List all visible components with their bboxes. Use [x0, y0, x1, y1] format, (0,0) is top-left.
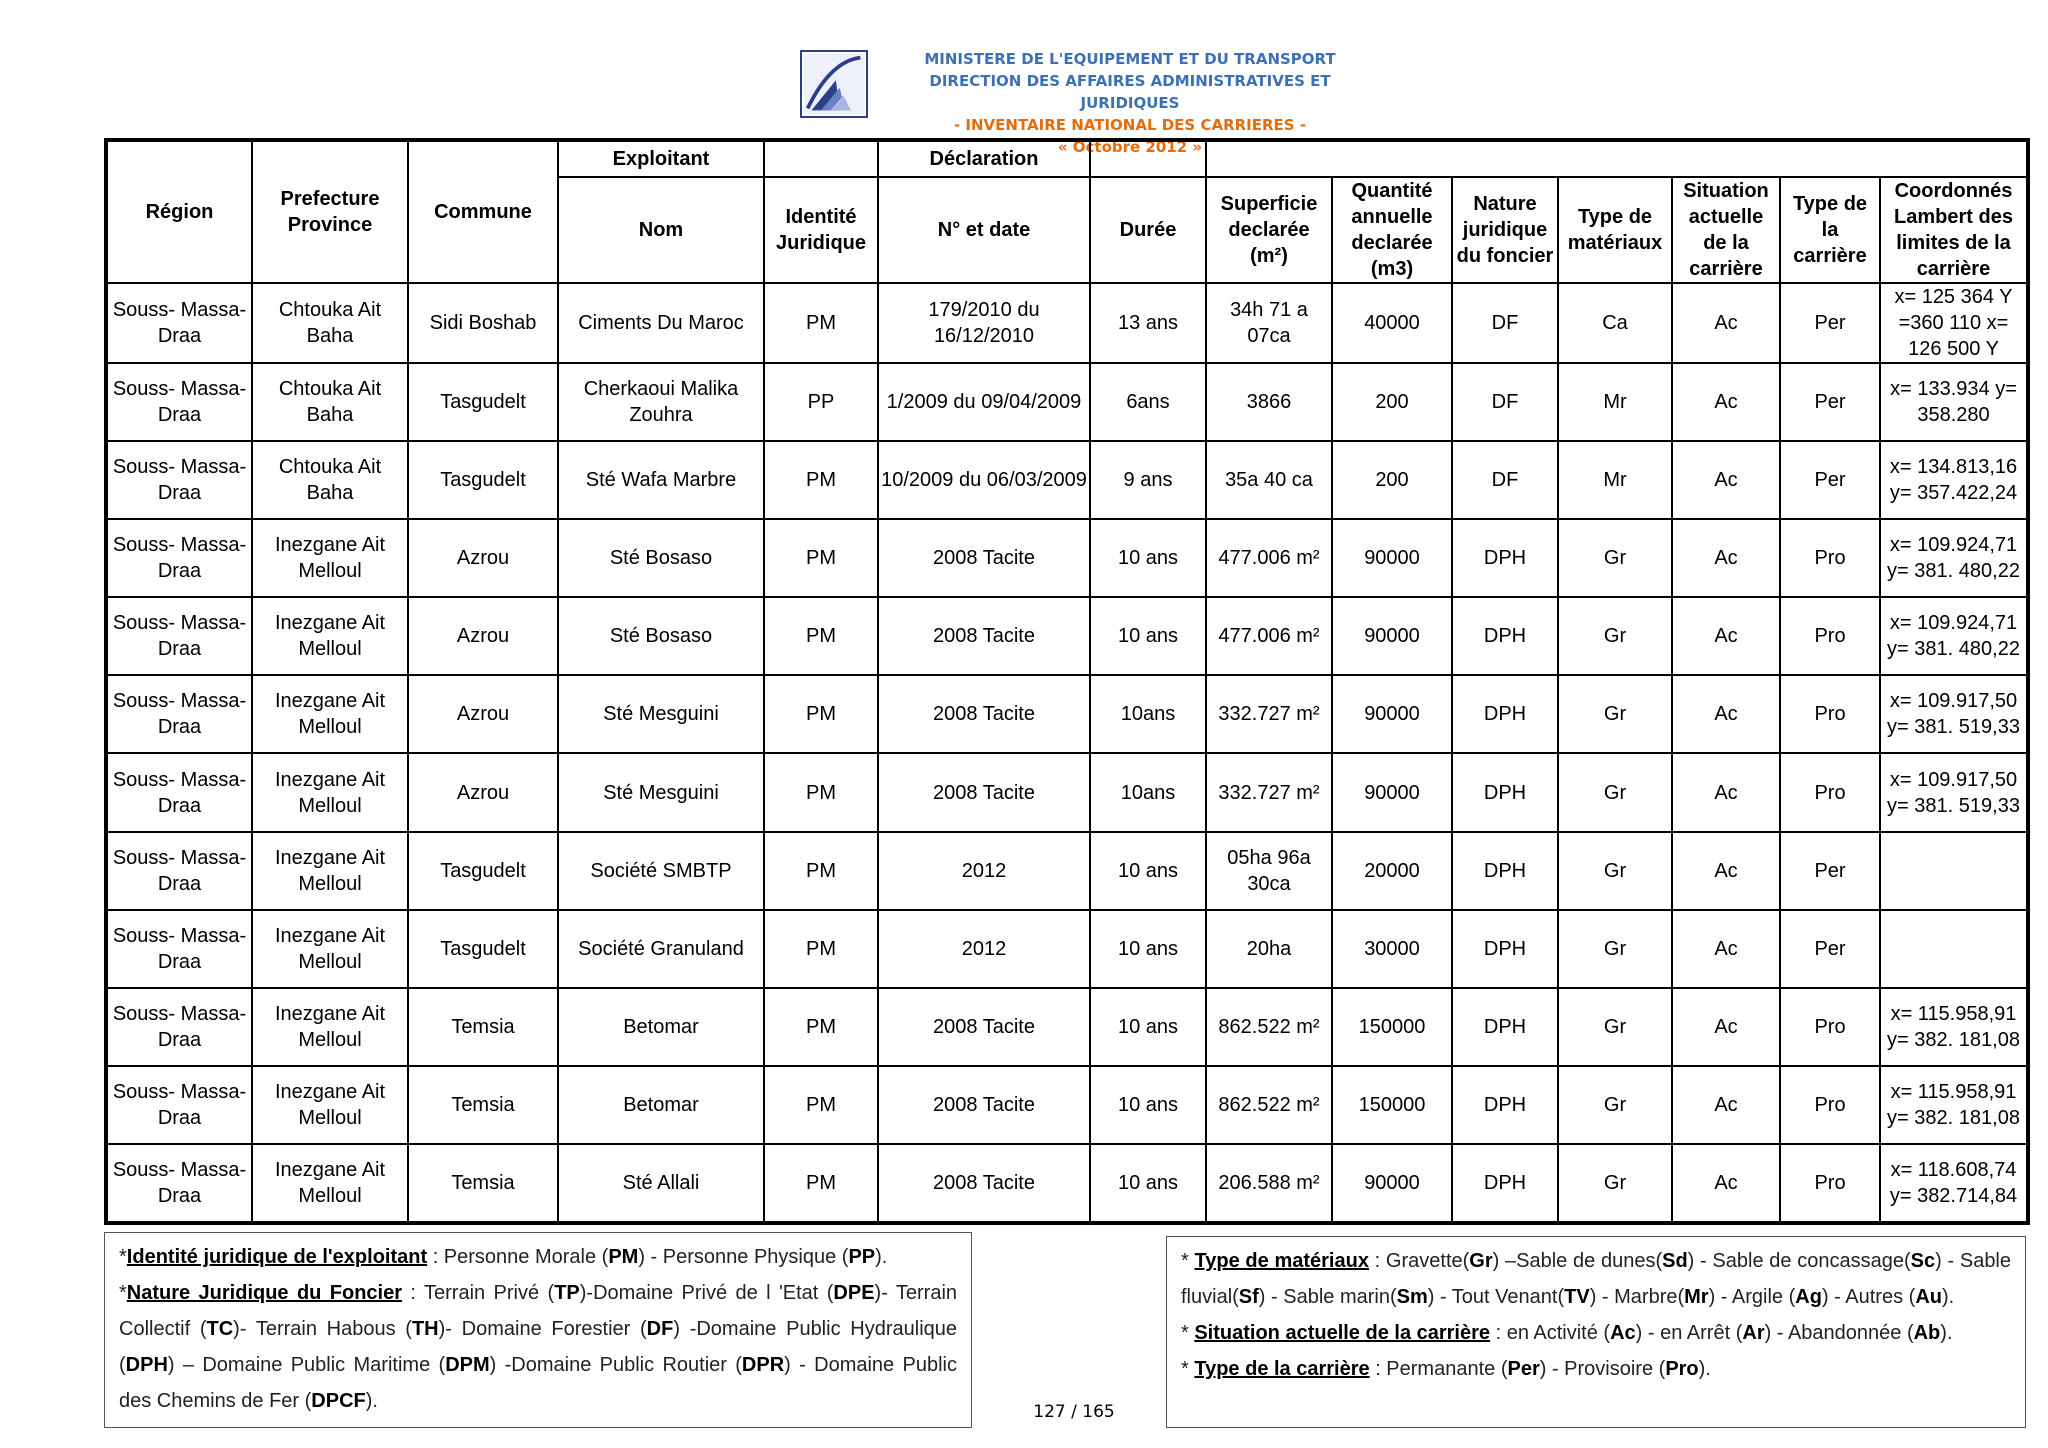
table-row — [106, 988, 2028, 1066]
cell-quantite: 90000 — [1332, 597, 1452, 675]
cell-duree: 10 ans — [1090, 519, 1206, 597]
group-header-row — [106, 140, 2028, 177]
table-row — [106, 283, 2028, 363]
cell-superficie: 332.727 m² — [1206, 753, 1332, 831]
cell-duree: 10ans — [1090, 675, 1206, 753]
cell-quantite: 30000 — [1332, 910, 1452, 988]
cell-situation: Ac — [1672, 910, 1780, 988]
cell-nom: Ciments Du Maroc — [558, 283, 764, 363]
col-situation: Situation actuelle de la carrière — [1672, 177, 1780, 283]
cell-situation: Ac — [1672, 832, 1780, 910]
cell-nom: Cherkaoui Malika Zouhra — [558, 363, 764, 441]
legend-type-label: Type de la carrière — [1194, 1358, 1370, 1380]
cell-superficie: 05ha 96a 30ca — [1206, 832, 1332, 910]
cell-situation: Ac — [1672, 441, 1780, 519]
cell-superficie: 477.006 m² — [1206, 597, 1332, 675]
cell-numero-date: 2008 Tacite — [878, 1066, 1090, 1144]
cell-region: Souss- Massa-Draa — [106, 832, 252, 910]
legend-text: ). — [365, 1390, 378, 1412]
legend-code: Sd — [1662, 1250, 1688, 1272]
cell-type-carriere: Pro — [1780, 753, 1880, 831]
cell-superficie: 35a 40 ca — [1206, 441, 1332, 519]
cell-identite: PM — [764, 832, 878, 910]
cell-identite: PM — [764, 1066, 878, 1144]
cell-quantite: 40000 — [1332, 283, 1452, 363]
table-row — [106, 675, 2028, 753]
col-prefecture: Prefecture Province — [252, 140, 408, 283]
legend-text: ) - Sable fluvial( — [1181, 1250, 2012, 1308]
cell-duree: 10 ans — [1090, 1144, 1206, 1223]
cell-nature: DPH — [1452, 832, 1558, 910]
legend-text: ). — [1941, 1286, 1955, 1308]
cell-nom: Sté Wafa Marbre — [558, 441, 764, 519]
legend-code: Au — [1915, 1286, 1942, 1308]
cell-prefecture: Inezgane Ait Melloul — [252, 1066, 408, 1144]
cell-type-materiaux: Gr — [1558, 832, 1672, 910]
cell-type-carriere: Pro — [1780, 988, 1880, 1066]
cell-type-carriere: Per — [1780, 283, 1880, 363]
cell-commune: Azrou — [408, 675, 558, 753]
cell-situation: Ac — [1672, 1144, 1780, 1223]
cell-identite: PM — [764, 1144, 878, 1223]
col-commune: Commune — [408, 140, 558, 283]
legend-code: Gr — [1469, 1250, 1493, 1272]
cell-commune: Temsia — [408, 1144, 558, 1223]
cell-nature: DPH — [1452, 753, 1558, 831]
cell-quantite: 90000 — [1332, 1144, 1452, 1223]
legend-code: Sf — [1238, 1286, 1259, 1308]
legend-code: PM — [608, 1246, 639, 1268]
cell-nature: DPH — [1452, 1144, 1558, 1223]
legend-materiaux-situation-type — [1166, 1236, 2026, 1428]
cell-type-carriere: Pro — [1780, 675, 1880, 753]
cell-commune: Tasgudelt — [408, 832, 558, 910]
cell-identite: PM — [764, 753, 878, 831]
cell-duree: 10 ans — [1090, 1066, 1206, 1144]
cell-nom: Société Granuland — [558, 910, 764, 988]
carrieres-table — [104, 138, 2030, 1225]
cell-superficie: 862.522 m² — [1206, 988, 1332, 1066]
cell-commune: Azrou — [408, 753, 558, 831]
cell-duree: 10 ans — [1090, 597, 1206, 675]
legend-text: ). — [875, 1246, 888, 1268]
cell-nom: Betomar — [558, 1066, 764, 1144]
legend-text: ) -Domaine Public Routier ( — [489, 1354, 742, 1376]
cell-nom: Betomar — [558, 988, 764, 1066]
cell-situation: Ac — [1672, 283, 1780, 363]
cell-nature: DPH — [1452, 519, 1558, 597]
table-body — [106, 283, 2028, 1223]
direction-title: DIRECTION DES AFFAIRES ADMINISTRATIVES ET JURIDIQUES — [929, 72, 1331, 112]
legend-code: DPR — [741, 1354, 785, 1376]
cell-superficie: 3866 — [1206, 363, 1332, 441]
cell-prefecture: Inezgane Ait Melloul — [252, 675, 408, 753]
legend-code: Ag — [1795, 1286, 1822, 1308]
legend-nature: *Nature Juridique du Foncier : Terrain Privé (TP)-Domaine Privé de l 'Etat (DPE)- Terrain Collectif (TC)- Terrain Habous (TH)- Domaine Forestier (DF) -Domaine Public Hydraulique (DPH) – Domaine Public Maritime (DPM) -Domaine Public Routier (DPR) - Domaine Public des Chemins de Fer (DPCF). — [119, 1282, 958, 1412]
legend-text: ) - Autres ( — [1821, 1286, 1916, 1308]
cell-superficie: 332.727 m² — [1206, 675, 1332, 753]
cell-quantite: 150000 — [1332, 1066, 1452, 1144]
legend-identite-nature — [104, 1232, 972, 1428]
cell-coordonnees: x= 115.958,91 y= 382. 181,08 — [1880, 988, 2028, 1066]
cell-superficie: 862.522 m² — [1206, 1066, 1332, 1144]
ministry-logo-icon — [800, 50, 868, 118]
table-row — [106, 597, 2028, 675]
legend-text: ) - Provisoire ( — [1539, 1358, 1666, 1380]
group-blank-2 — [1090, 140, 1206, 177]
cell-numero-date: 2008 Tacite — [878, 597, 1090, 675]
cell-identite: PM — [764, 988, 878, 1066]
cell-identite: PM — [764, 597, 878, 675]
table-row — [106, 441, 2028, 519]
legend-situation-label: Situation actuelle de la carrière — [1194, 1322, 1491, 1344]
legend-code: DF — [646, 1318, 674, 1340]
cell-situation: Ac — [1672, 753, 1780, 831]
cell-commune: Tasgudelt — [408, 441, 558, 519]
cell-nature: DF — [1452, 363, 1558, 441]
cell-type-carriere: Pro — [1780, 597, 1880, 675]
cell-nature: DPH — [1452, 988, 1558, 1066]
legend-code: Per — [1507, 1358, 1540, 1380]
legend-text: ) - Abandonnée ( — [1764, 1322, 1914, 1344]
cell-type-carriere: Pro — [1780, 1144, 1880, 1223]
cell-quantite: 150000 — [1332, 988, 1452, 1066]
cell-nature: DPH — [1452, 910, 1558, 988]
legend-code: TV — [1564, 1286, 1590, 1308]
cell-numero-date: 2008 Tacite — [878, 753, 1090, 831]
cell-type-carriere: Pro — [1780, 519, 1880, 597]
cell-nom: Sté Bosaso — [558, 519, 764, 597]
legend-code: Ac — [1610, 1322, 1636, 1344]
cell-identite: PM — [764, 519, 878, 597]
cell-situation: Ac — [1672, 675, 1780, 753]
cell-coordonnees: x= 134.813,16 y= 357.422,24 — [1880, 441, 2028, 519]
legend-text: ) - Domaine Public des Chemins de Fer ( — [119, 1354, 957, 1412]
legend-code: Pro — [1665, 1358, 1699, 1380]
cell-prefecture: Inezgane Ait Melloul — [252, 832, 408, 910]
cell-type-materiaux: Mr — [1558, 441, 1672, 519]
cell-prefecture: Inezgane Ait Melloul — [252, 597, 408, 675]
col-type-materiaux: Type de matériaux — [1558, 177, 1672, 283]
cell-numero-date: 2008 Tacite — [878, 675, 1090, 753]
document-header — [800, 48, 1360, 156]
cell-coordonnees — [1880, 832, 2028, 910]
cell-identite: PM — [764, 441, 878, 519]
legend-text: : Permanante ( — [1369, 1358, 1508, 1380]
legend-code: Sm — [1396, 1286, 1428, 1308]
cell-region: Souss- Massa-Draa — [106, 988, 252, 1066]
cell-situation: Ac — [1672, 519, 1780, 597]
col-type-carriere: Type de la carrière — [1780, 177, 1880, 283]
cell-nom: Société SMBTP — [558, 832, 764, 910]
legend-text: : Terrain Privé ( — [402, 1282, 555, 1304]
legend-text: )- Domaine Forestier ( — [438, 1318, 647, 1340]
cell-type-materiaux: Gr — [1558, 753, 1672, 831]
cell-nature: DPH — [1452, 597, 1558, 675]
cell-duree: 10ans — [1090, 753, 1206, 831]
cell-nom: Sté Bosaso — [558, 597, 764, 675]
legend-text: ). — [1698, 1358, 1711, 1380]
table-row — [106, 1066, 2028, 1144]
cell-type-carriere: Pro — [1780, 1066, 1880, 1144]
col-nature: Nature juridique du foncier — [1452, 177, 1558, 283]
cell-identite: PM — [764, 675, 878, 753]
cell-commune: Tasgudelt — [408, 910, 558, 988]
legend-materiaux-label: Type de matériaux — [1194, 1250, 1369, 1272]
cell-region: Souss- Massa-Draa — [106, 1066, 252, 1144]
cell-duree: 10 ans — [1090, 988, 1206, 1066]
legend-code: Mr — [1684, 1286, 1709, 1308]
cell-prefecture: Chtouka Ait Baha — [252, 441, 408, 519]
cell-region: Souss- Massa-Draa — [106, 753, 252, 831]
col-region: Région — [106, 140, 252, 283]
cell-nom: Sté Mesguini — [558, 675, 764, 753]
document-date: « Octobre 2012 » — [1057, 138, 1203, 156]
cell-type-materiaux: Gr — [1558, 519, 1672, 597]
cell-quantite: 200 — [1332, 363, 1452, 441]
cell-coordonnees: x= 109.917,50 y= 381. 519,33 — [1880, 753, 2028, 831]
col-coordonnees: Coordonnés Lambert des limites de la carrière — [1880, 177, 2028, 283]
cell-coordonnees: x= 109.924,71 y= 381. 480,22 — [1880, 519, 2028, 597]
cell-superficie: 20ha — [1206, 910, 1332, 988]
legend-text: ) – Domaine Public Maritime ( — [167, 1354, 446, 1376]
cell-nature: DPH — [1452, 675, 1558, 753]
cell-duree: 10 ans — [1090, 832, 1206, 910]
cell-type-materiaux: Ca — [1558, 283, 1672, 363]
cell-quantite: 20000 — [1332, 832, 1452, 910]
group-blank-1 — [764, 140, 878, 177]
cell-numero-date: 179/2010 du 16/12/2010 — [878, 283, 1090, 363]
legend-identite-label: Identité juridique de l'exploitant — [126, 1246, 428, 1268]
legend-code: Ab — [1913, 1322, 1941, 1344]
legend-nature-label: Nature Juridique du Foncier — [126, 1282, 403, 1304]
group-blank-3 — [1206, 140, 2028, 177]
cell-commune: Tasgudelt — [408, 363, 558, 441]
cell-superficie: 477.006 m² — [1206, 519, 1332, 597]
cell-type-carriere: Per — [1780, 441, 1880, 519]
cell-superficie: 34h 71 a 07ca — [1206, 283, 1332, 363]
cell-numero-date: 2012 — [878, 832, 1090, 910]
cell-region: Souss- Massa-Draa — [106, 519, 252, 597]
legend-code: Ar — [1742, 1322, 1765, 1344]
legend-code: TC — [206, 1318, 234, 1340]
cell-type-carriere: Per — [1780, 363, 1880, 441]
cell-quantite: 200 — [1332, 441, 1452, 519]
cell-prefecture: Chtouka Ait Baha — [252, 283, 408, 363]
legend-code: DPE — [833, 1282, 875, 1304]
legend-materiaux: * Type de matériaux : Gravette(Gr) –Sable de dunes(Sd) - Sable de concassage(Sc) - Sable fluvial(Sf) - Sable marin(Sm) - Tout Venant(TV) - Marbre(Mr) - Argile (Ag) - Autres (Au). — [1181, 1250, 2012, 1308]
legend-code: DPM — [445, 1354, 490, 1376]
cell-commune: Temsia — [408, 1066, 558, 1144]
cell-superficie: 206.588 m² — [1206, 1144, 1332, 1223]
cell-type-materiaux: Mr — [1558, 363, 1672, 441]
legend-text: ) –Sable de dunes( — [1492, 1250, 1663, 1272]
cell-numero-date: 2008 Tacite — [878, 988, 1090, 1066]
cell-type-carriere: Per — [1780, 910, 1880, 988]
legend-text: ) - Tout Venant( — [1427, 1286, 1565, 1308]
legend-situation: * Situation actuelle de la carrière : en Activité (Ac) - en Arrêt (Ar) - Abandonnée (Ab). — [1181, 1322, 1953, 1344]
legend-type-carriere: * Type de la carrière : Permanante (Per) - Provisoire (Pro). — [1181, 1358, 1711, 1380]
cell-numero-date: 10/2009 du 06/03/2009 — [878, 441, 1090, 519]
legend-text: )-Domaine Privé de l 'Etat ( — [579, 1282, 834, 1304]
cell-nature: DF — [1452, 283, 1558, 363]
legend-text: : Gravette( — [1368, 1250, 1470, 1272]
cell-identite: PM — [764, 283, 878, 363]
legend-text: )- Terrain Collectif ( — [119, 1282, 958, 1340]
cell-situation: Ac — [1672, 988, 1780, 1066]
legend-text: ) - Sable de concassage( — [1687, 1250, 1911, 1272]
col-superficie: Superficie declarée (m²) — [1206, 177, 1332, 283]
page-number: 127 / 165 — [1033, 1402, 1115, 1422]
cell-identite: PM — [764, 910, 878, 988]
cell-type-materiaux: Gr — [1558, 988, 1672, 1066]
cell-duree: 13 ans — [1090, 283, 1206, 363]
cell-coordonnees: x= 118.608,74 y= 382.714,84 — [1880, 1144, 2028, 1223]
legend-code: Sc — [1910, 1250, 1936, 1272]
cell-prefecture: Inezgane Ait Melloul — [252, 910, 408, 988]
table-row — [106, 519, 2028, 597]
legend-text: ) - en Arrêt ( — [1635, 1322, 1743, 1344]
cell-nature: DF — [1452, 441, 1558, 519]
table-row — [106, 363, 2028, 441]
cell-type-materiaux: Gr — [1558, 1144, 1672, 1223]
cell-commune: Temsia — [408, 988, 558, 1066]
cell-numero-date: 2008 Tacite — [878, 1144, 1090, 1223]
cell-quantite: 90000 — [1332, 675, 1452, 753]
col-quantite: Quantité annuelle declarée (m3) — [1332, 177, 1452, 283]
cell-prefecture: Inezgane Ait Melloul — [252, 988, 408, 1066]
cell-nature: DPH — [1452, 1066, 1558, 1144]
cell-coordonnees: x= 115.958,91 y= 382. 181,08 — [1880, 1066, 2028, 1144]
cell-region: Souss- Massa-Draa — [106, 1144, 252, 1223]
legend-text: ). — [1940, 1322, 1953, 1344]
legend-text: )- Terrain Habous ( — [233, 1318, 412, 1340]
cell-commune: Azrou — [408, 597, 558, 675]
cell-commune: Sidi Boshab — [408, 283, 558, 363]
cell-commune: Azrou — [408, 519, 558, 597]
col-numero-date: N° et date — [878, 177, 1090, 283]
group-exploitant: Exploitant — [558, 140, 764, 177]
legend-text: ) - Sable marin( — [1258, 1286, 1397, 1308]
cell-quantite: 90000 — [1332, 519, 1452, 597]
cell-coordonnees: x= 133.934 y= 358.280 — [1880, 363, 2028, 441]
cell-coordonnees: x= 109.917,50 y= 381. 519,33 — [1880, 675, 2028, 753]
cell-type-carriere: Per — [1780, 832, 1880, 910]
cell-numero-date: 2008 Tacite — [878, 519, 1090, 597]
cell-prefecture: Inezgane Ait Melloul — [252, 519, 408, 597]
cell-duree: 9 ans — [1090, 441, 1206, 519]
legend-code: DPH — [125, 1354, 168, 1376]
cell-numero-date: 1/2009 du 09/04/2009 — [878, 363, 1090, 441]
legend-text: : en Activité ( — [1490, 1322, 1611, 1344]
cell-region: Souss- Massa-Draa — [106, 597, 252, 675]
cell-region: Souss- Massa-Draa — [106, 283, 252, 363]
cell-region: Souss- Massa-Draa — [106, 910, 252, 988]
cell-quantite: 90000 — [1332, 753, 1452, 831]
cell-identite: PP — [764, 363, 878, 441]
cell-type-materiaux: Gr — [1558, 910, 1672, 988]
cell-coordonnees — [1880, 910, 2028, 988]
inventory-title: - INVENTAIRE NATIONAL DES CARRIERES - — [953, 116, 1307, 134]
table-row — [106, 910, 2028, 988]
col-nom: Nom — [558, 177, 764, 283]
col-identite: Identité Juridique — [764, 177, 878, 283]
legend-text: ) -Domaine Public Hydraulique ( — [119, 1318, 958, 1376]
cell-coordonnees: x= 125 364 Y =360 110 x= 126 500 Y — [1880, 283, 2028, 363]
table-row — [106, 832, 2028, 910]
table-row — [106, 1144, 2028, 1223]
col-duree: Durée — [1090, 177, 1206, 283]
legend-text: : Personne Morale ( — [427, 1246, 609, 1268]
cell-coordonnees: x= 109.924,71 y= 381. 480,22 — [1880, 597, 2028, 675]
legend-identite: *Identité juridique de l'exploitant : Personne Morale (PM) - Personne Physique (PP). — [119, 1246, 888, 1268]
cell-situation: Ac — [1672, 597, 1780, 675]
legend-code: DPCF — [311, 1390, 366, 1412]
cell-numero-date: 2012 — [878, 910, 1090, 988]
cell-type-materiaux: Gr — [1558, 1066, 1672, 1144]
cell-region: Souss- Massa-Draa — [106, 441, 252, 519]
legend-text: ) - Argile ( — [1708, 1286, 1796, 1308]
cell-nom: Sté Allali — [558, 1144, 764, 1223]
cell-prefecture: Inezgane Ait Melloul — [252, 1144, 408, 1223]
cell-type-materiaux: Gr — [1558, 597, 1672, 675]
legend-text: ) - Marbre( — [1589, 1286, 1685, 1308]
legend-text: ) - Personne Physique ( — [638, 1246, 849, 1268]
legend-code: TH — [411, 1318, 439, 1340]
cell-situation: Ac — [1672, 1066, 1780, 1144]
cell-type-materiaux: Gr — [1558, 675, 1672, 753]
ministry-title: MINISTERE DE L'EQUIPEMENT ET DU TRANSPORT — [924, 50, 1336, 68]
cell-nom: Sté Mesguini — [558, 753, 764, 831]
cell-region: Souss- Massa-Draa — [106, 363, 252, 441]
legend-code: TP — [554, 1282, 580, 1304]
legend-code: PP — [848, 1246, 876, 1268]
group-declaration: Déclaration — [878, 140, 1090, 177]
cell-duree: 6ans — [1090, 363, 1206, 441]
cell-prefecture: Chtouka Ait Baha — [252, 363, 408, 441]
cell-region: Souss- Massa-Draa — [106, 675, 252, 753]
cell-prefecture: Inezgane Ait Melloul — [252, 753, 408, 831]
cell-duree: 10 ans — [1090, 910, 1206, 988]
cell-situation: Ac — [1672, 363, 1780, 441]
table-row — [106, 753, 2028, 831]
